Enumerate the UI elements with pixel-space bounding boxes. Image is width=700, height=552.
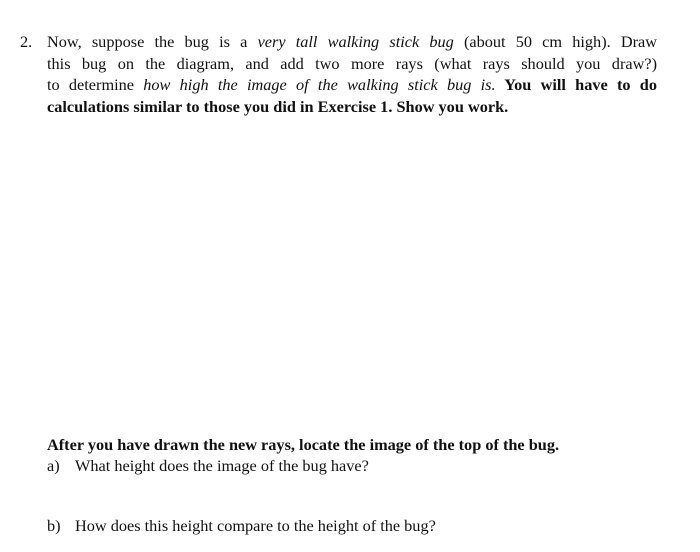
part-a [47,455,369,477]
question-line-4 [47,96,657,118]
question-line-1-c: (about 50 cm high). Draw [453,32,658,51]
question-line-4-bold: calculations similar to those you did in Exercise 1. Show you work. [47,96,509,116]
after-instruction: After you have drawn the new rays, locate the image of the top of the bug. [47,435,560,454]
part-b-text: How does this height compare to the height of the bug? [75,516,436,535]
part-a-label: a) [47,456,60,475]
question-line-1-a: Now, suppose the bug is a [47,32,258,51]
question-line-2: this bug on the diagram, and add two more rays (what rays should you draw?) [47,53,657,73]
question-line-1-emphasis: very tall walking stick bug [257,32,454,51]
question-line-3-emphasis: how high the image of the walking stick bug is. [143,75,496,94]
question-line-3-bold: You will have to do [495,75,657,94]
question-line-3-a: to determine [47,75,144,94]
part-b [47,515,436,537]
part-b-label: b) [47,516,61,535]
question-body [47,31,657,117]
question-number: 2. [20,32,33,51]
question-line-1 [47,31,657,53]
part-a-text: What height does the image of the bug have? [75,456,369,475]
question-line-3 [47,74,657,96]
